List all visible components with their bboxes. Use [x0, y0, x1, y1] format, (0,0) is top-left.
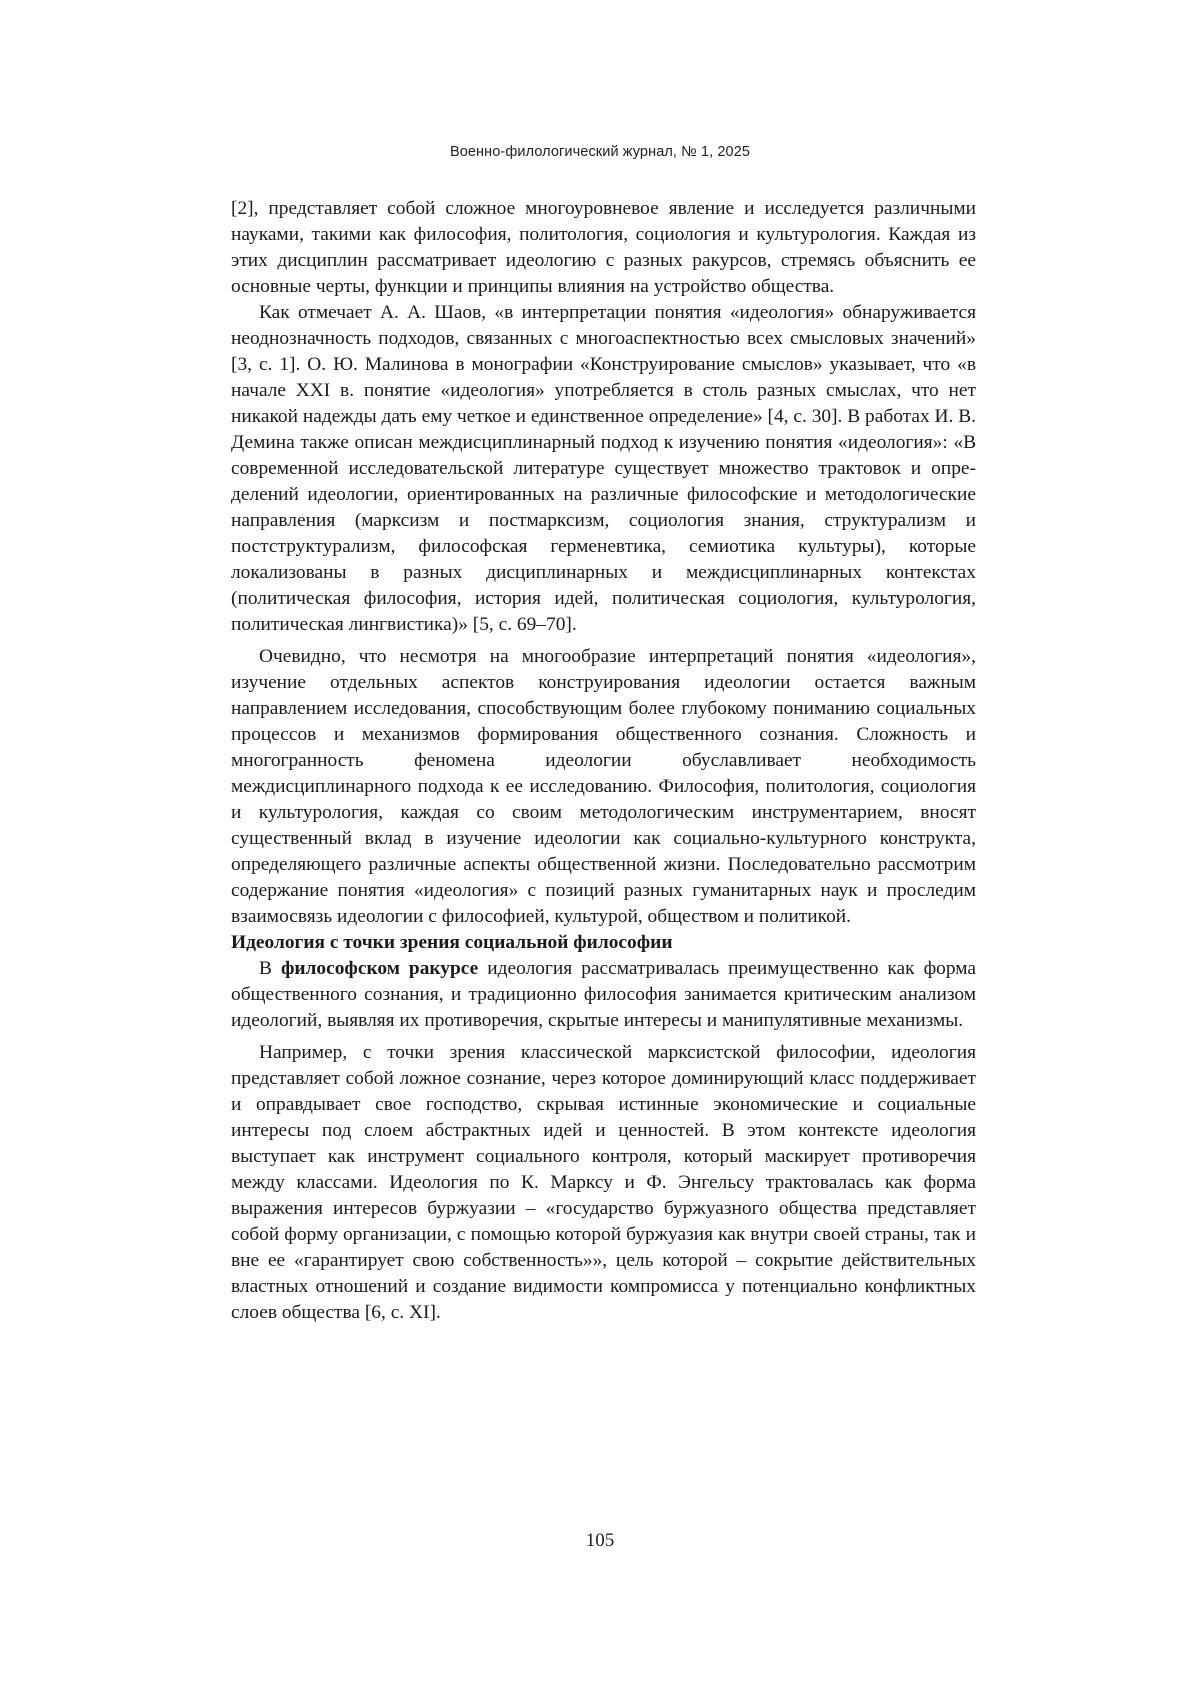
- paragraph-interdisciplinary: Очевидно, что несмотря на многообразие интерпретаций понятия «идеология», изучение отдельных аспектов конструирования идеологии остается важным направлением исследования, способствующим более глубокому пониманию социальных процессов и механизмов формирования общественного сознания. Сложность и многогранность феномена идеологии обуславливает необходимость междисциплинарного подхода к ее исследованию. Философия, политология, социология и культурология, каждая со своим методологическим инструментарием, вносят существенный вклад в изучение идеологии как социально-культурного конструкта, определяющего различные аспекты общественной жизни. Последовательно рассмотрим содержание понятия «идеология» с позиций разных гуманитарных наук и проследим взаимосвязь идеологии с философией, культурой, обществом и политикой.: [231, 646, 976, 927]
- page-number: 105: [585, 1530, 615, 1551]
- paragraph-marxist-view: Например, с точки зрения классической марксистской философии, идеология представляет собой ложное сознание, через которое доминирующий класс поддерживает и оправдывает свое господство, скрывая истинные экономические и социальные интересы под слоем абстрактных идей и ценностей. В этом контексте идеология выступает как инструмент социального контроля, который маскирует противоречия между классами. Идеология по К. Марксу и Ф. Энгельсу трактовалась как форма выражения интересов буржуазии – «государство буржуазного общества представляет собой форму организации, с помощью которой буржуазия как внутри своей страны, так и вне ее «гарантирует свою собственность»», цель которой – сокрытие действительных властных отношений и создание видимости компромисса у потенциально конфликтных слоев общества [6, с. XI].: [231, 1042, 976, 1323]
- paragraph-text-start: В: [259, 958, 281, 979]
- bold-term: философском ракурсе: [280, 958, 479, 979]
- paragraph-continuation: [2], представляет собой сложное многоуровневое явление и исследуется различными науками, такими как философия, политология, социология и культурология. Каждая из этих дисциплин рассматривает идеологию с разных ракурсов, стремясь объяснить ее основные черты, функции и принципы влияния на устройство общества.: [231, 198, 976, 297]
- running-header: Военно-филологический журнал, № 1, 2025: [449, 144, 751, 160]
- paragraph-philosophical-perspective: [231, 956, 976, 1034]
- article-body: [231, 196, 976, 1326]
- paragraph-text-rest: идеология рассматривалась преимущественно как форма общественного сознания, и традиционно философия занимается критическим анализом идеологий, выявляя их противоречия, скрытые интересы и манипулятивные механизмы.: [231, 958, 977, 1031]
- paragraph-shaov-quote: Как отмечает А. А. Шаов, «в интерпретации понятия «идеология» обнаруживается неоднозначность подходов, связанных с многоаспектностью всех смысловых значений» [3, с. 1]. О. Ю. Малинова в монографии «Конструирование смыслов» указывает, что «в начале XXI в. понятие «идеология» употребляется в столь разных смыслах, что нет никакой надежды дать ему четкое и единственное определение» [4, с. 30]. В работах И. В. Демина также описан междисциплинарный подход к изучению понятия «идеология»: «В современной исследовательской литературе существует множество трактовок и определений идеологии, ориентированных на различные философские и методологические направления (марксизм и постмарксизм, социология знания, структурализм и постструктурализм, философская герменевтика, семиотика культуры), которые локализованы в разных дисциплинарных и междисциплинарных контекстах (политическая философия, история идей, политическая социология, культурология, политическая лингвистика)» [5, с. 69–70].: [231, 302, 976, 635]
- section-heading: Идеология с точки зрения социальной философии: [231, 932, 673, 953]
